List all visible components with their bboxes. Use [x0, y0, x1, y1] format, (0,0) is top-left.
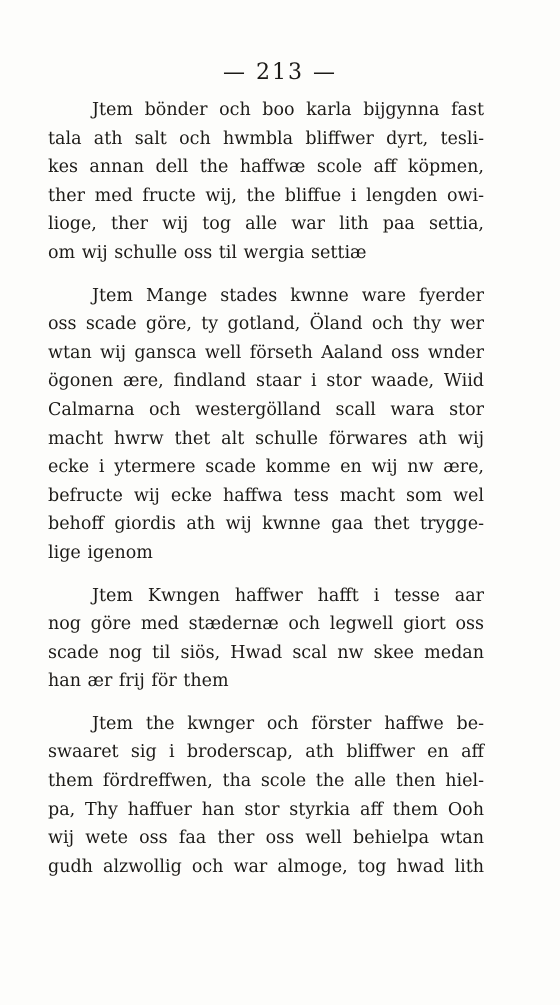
text-line: han ær frij för them: [48, 671, 229, 692]
text-line: Jtem Mange stades kwnne ware fyerder: [92, 285, 484, 306]
text-line: ther med fructe wij, the bliffue i lengden owi-: [48, 185, 484, 206]
paragraph-1: [48, 96, 484, 268]
paragraph-2: [48, 282, 484, 568]
text-line: Jtem bönder och boo karla bijgynna fast: [92, 100, 484, 120]
text-block: [48, 96, 484, 881]
text-line: gudh alzwollig och war almoge, tog hwad lith: [48, 856, 484, 877]
text-line: scade nog til siös, Hwad scal nw skee medan: [48, 642, 484, 663]
text-line: them fördreffwen, tha scole the alle then hiel-: [48, 771, 484, 792]
text-line: om wij schulle oss til wergia settiæ: [48, 242, 367, 263]
paragraph-4: [48, 710, 484, 882]
text-line: Calmarna och westergölland scall wara stor: [48, 399, 484, 420]
text-line: wij wete oss faa ther oss well behielpa wtan: [48, 828, 484, 849]
text-line: Jtem the kwnger och förster haffwe be-: [92, 713, 484, 734]
paragraph-3: [48, 582, 484, 696]
text-line: ögonen ære, findland staar i stor waade, Wiid: [48, 371, 484, 392]
text-line: kes annan dell the haffwæ scole aff köpmen,: [48, 157, 484, 178]
text-line: pa, Thy haffuer han stor styrkia aff them Ooh: [48, 799, 484, 820]
text-line: macht hwrw thet alt schulle förwares ath wij: [48, 428, 484, 449]
text-line: nog göre med stædernæ och legwell giort oss: [48, 614, 484, 635]
text-line: wtan wij gansca well förseth Aaland oss wnder: [48, 342, 484, 363]
text-line: swaaret sig i broderscap, ath bliffwer en aff: [48, 742, 484, 763]
text-line: ecke i ytermere scade komme en wij nw ære,: [48, 457, 484, 478]
text-line: Jtem Kwngen haffwer hafft i tesse aar: [92, 585, 484, 606]
text-line: befructe wij ecke haffwa tess macht som wel: [48, 485, 484, 506]
text-line: tala ath salt och hwmbla bliffwer dyrt, tesli-: [48, 128, 484, 149]
text-line: behoff giordis ath wij kwnne gaa thet trygge-: [48, 514, 484, 535]
text-line: lige igenom: [48, 542, 153, 563]
text-line: oss scade göre, ty gotland, Öland och thy wer: [48, 314, 484, 335]
page-number: — 213 —: [223, 60, 337, 85]
text-line: lioge, ther wij tog alle war lith paa settia,: [48, 214, 484, 235]
